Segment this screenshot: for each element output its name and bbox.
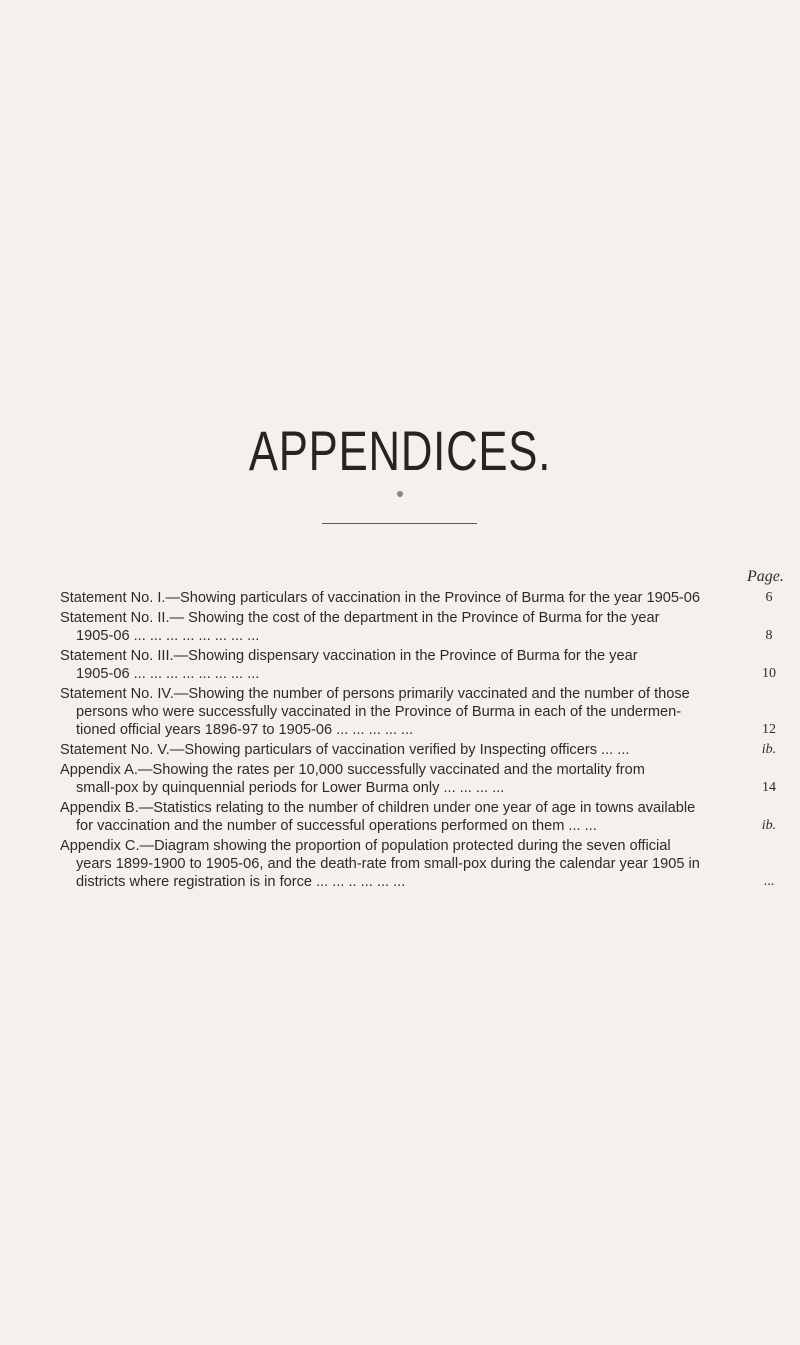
entry-line: 1905-06 ... ... ... ... ... ... ... ... (76, 666, 260, 682)
entry-line: Statement No. II.— Showing the cost of the department in the Province of Burma for the year (60, 610, 660, 626)
entry-line: Statement No. IV.—Showing the number of persons primarily vaccinated and the number of those (60, 686, 690, 702)
entry-line: Statement No. III.—Showing dispensary vaccination in the Province of Burma for the year (60, 648, 638, 664)
entry-page-number: 10 (762, 666, 776, 681)
entry-page-number: 8 (765, 628, 773, 643)
ornament-dot (397, 491, 403, 497)
title-rule (322, 523, 477, 524)
entry-page-number: 6 (765, 590, 773, 605)
list-item (60, 741, 785, 759)
entry-line: persons who were successfully vaccinated in the Province of Burma in each of the undermen- (76, 704, 682, 720)
entry-line: small-pox by quinquennial periods for Lower Burma only ... ... ... ... (76, 780, 505, 796)
entry-line: 1905-06 ... ... ... ... ... ... ... ... (76, 628, 260, 644)
list-item (60, 685, 785, 739)
entry-line: Appendix A.—Showing the rates per 10,000 successfully vaccinated and the mortality from (60, 762, 645, 778)
entry-line: years 1899-1900 to 1905-06, and the death-rate from small-pox during the calendar year 1905 in (76, 856, 700, 872)
entry-line: Appendix B.—Statistics relating to the number of children under one year of age in towns available (60, 800, 696, 816)
entry-page-number: ... (763, 874, 775, 889)
entry-line: Statement No. I.—Showing particulars of vaccination in the Province of Burma for the year 1905-06 (60, 590, 701, 606)
contents-list (60, 589, 785, 893)
list-item (60, 837, 785, 891)
entry-line: districts where registration is in force ... ... .. ... ... ... (76, 874, 406, 890)
list-item (60, 589, 785, 607)
entry-page-number: 12 (762, 722, 776, 737)
list-item (60, 647, 785, 683)
list-item (60, 799, 785, 835)
entry-page-number: ib. (761, 818, 777, 833)
page-title: APPENDICES. (248, 419, 552, 482)
entry-line: Appendix C.—Diagram showing the proportion of population protected during the seven official (60, 838, 671, 854)
entry-line: for vaccination and the number of successful operations performed on them ... ... (76, 818, 597, 834)
entry-page-number: ib. (761, 742, 777, 757)
entry-line: Statement No. V.—Showing particulars of vaccination verified by Inspecting officers ... ... (60, 742, 630, 758)
page-column-header: Page. (747, 568, 784, 585)
list-item (60, 609, 785, 645)
entry-page-number: 14 (762, 780, 776, 795)
entry-line: tioned official years 1896-97 to 1905-06 ... ... ... ... ... (76, 722, 414, 738)
list-item (60, 761, 785, 797)
